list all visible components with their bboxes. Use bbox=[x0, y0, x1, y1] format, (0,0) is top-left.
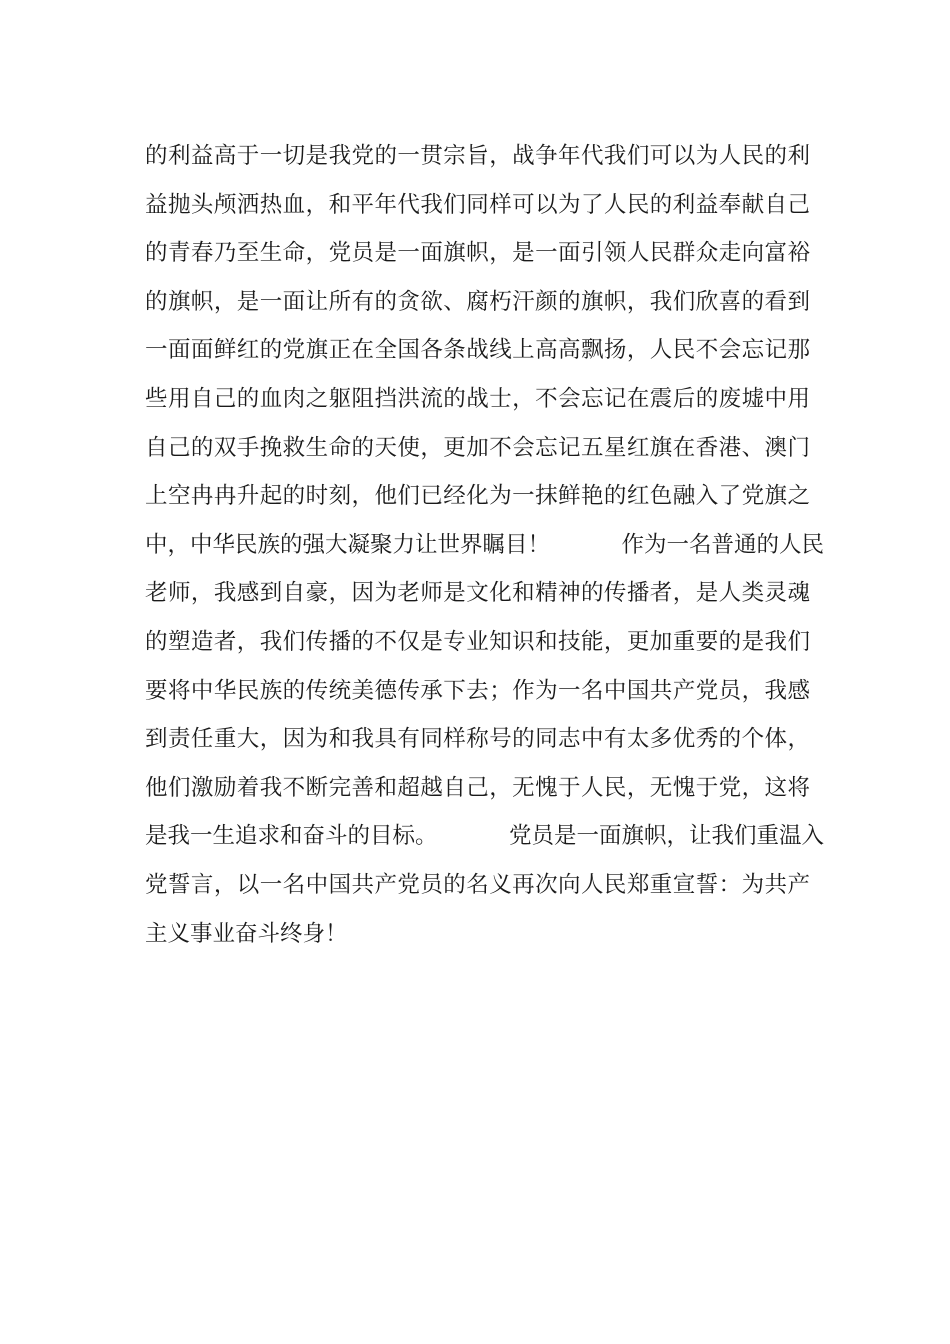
text-line: 到责任重大，因为和我具有同样称号的同志中有太多优秀的个体， bbox=[145, 726, 810, 753]
text-line: 他们激励着我不断完善和超越自己，无愧于人民，无愧于党，这将 bbox=[145, 774, 810, 801]
text-line: 中，中华民族的强大凝聚力让世界瞩目！ 作为一名普通的人民 bbox=[145, 531, 825, 558]
text-line: 些用自己的血肉之躯阻挡洪流的战士，不会忘记在震后的废墟中用 bbox=[145, 385, 810, 412]
text-line: 一面面鲜红的党旗正在全国各条战线上高高飘扬，人民不会忘记那 bbox=[145, 337, 810, 364]
text-line: 上空冉冉升起的时刻，他们已经化为一抹鲜艳的红色融入了党旗之 bbox=[145, 483, 810, 510]
text-line: 益抛头颅洒热血，和平年代我们同样可以为了人民的利益奉献自己 bbox=[145, 191, 810, 218]
text-line: 的青春乃至生命，党员是一面旗帜，是一面引领人民群众走向富裕 bbox=[145, 240, 810, 267]
body-text bbox=[145, 132, 825, 958]
text-line: 是我一生追求和奋斗的目标。 党员是一面旗帜，让我们重温入 bbox=[145, 823, 825, 850]
text-line: 的塑造者，我们传播的不仅是专业知识和技能，更加重要的是我们 bbox=[145, 628, 810, 655]
text-line: 主义事业奋斗终身！ bbox=[145, 920, 348, 947]
text-line: 老师，我感到自豪，因为老师是文化和精神的传播者，是人类灵魂 bbox=[145, 580, 810, 607]
text-line: 的利益高于一切是我党的一贯宗旨，战争年代我们可以为人民的利 bbox=[145, 143, 810, 169]
text-line: 自己的双手挽救生命的天使，更加不会忘记五星红旗在香港、澳门 bbox=[145, 434, 810, 461]
text-line: 的旗帜，是一面让所有的贪欲、腐朽汗颜的旗帜，我们欣喜的看到 bbox=[145, 288, 810, 315]
text-line: 党誓言，以一名中国共产党员的名义再次向人民郑重宣誓：为共产 bbox=[145, 871, 810, 898]
text-line: 要将中华民族的传统美德传承下去；作为一名中国共产党员，我感 bbox=[145, 677, 810, 704]
